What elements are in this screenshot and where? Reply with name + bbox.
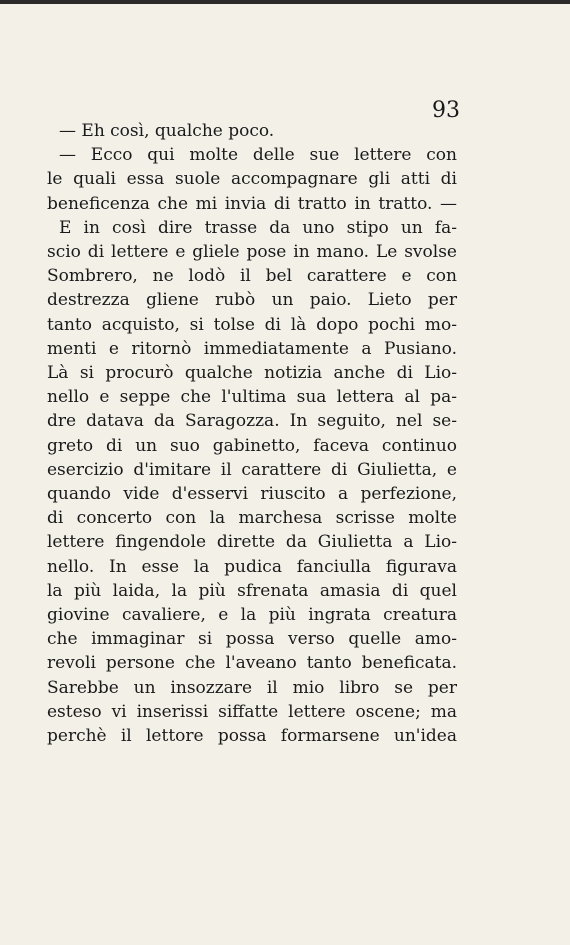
text-line: perchè il lettore possa formarsene un'idea bbox=[47, 726, 457, 747]
page-number: 93 bbox=[432, 98, 460, 123]
text-line: di concerto con la marchesa scrisse molte bbox=[47, 508, 457, 529]
text-line: destrezza gliene rubò un paio. Lieto per bbox=[47, 290, 457, 311]
text-line: Sarebbe un insozzare il mio libro se per bbox=[47, 677, 457, 698]
text-line: esercizio d'imitare il carattere di Giulietta, e bbox=[47, 459, 457, 480]
text-line: beneficenza che mi invia di tratto in tratto. — bbox=[47, 193, 457, 214]
top-edge-rule bbox=[0, 0, 570, 4]
text-line: scio di lettere e gliele pose in mano. Le svolse bbox=[47, 242, 457, 263]
text-line: le quali essa suole accompagnare gli atti di bbox=[47, 169, 457, 190]
text-line: nello. In esse la pudica fanciulla figurava bbox=[47, 556, 457, 577]
text-line: Là si procurò qualche notizia anche di Lio- bbox=[47, 363, 457, 384]
text-line: lettere fingendole dirette da Giulietta a Lio- bbox=[47, 532, 457, 553]
text-line: Sombrero, ne lodò il bel carattere e con bbox=[47, 266, 457, 287]
text-line: dre datava da Saragozza. In seguito, nel se- bbox=[47, 411, 457, 432]
text-line: tanto acquisto, si tolse di là dopo pochi mo- bbox=[47, 314, 457, 335]
text-line: — Eh così, qualche poco. bbox=[59, 121, 275, 141]
text-line: menti e ritornò immediatamente a Pusiano. bbox=[47, 338, 457, 359]
body-text bbox=[47, 119, 457, 748]
text-line: giovine cavaliere, e la più ingrata creatura bbox=[47, 605, 457, 626]
text-line: esteso vi inserissi siffatte lettere oscene; ma bbox=[47, 701, 457, 722]
text-line: la più laida, la più sfrenata amasia di quel bbox=[47, 580, 457, 601]
text-line: — Ecco qui molte delle sue lettere con bbox=[59, 145, 457, 166]
text-line: revoli persone che l'aveano tanto beneficata. bbox=[47, 653, 457, 674]
text-line: che immaginar si possa verso quelle amo- bbox=[47, 629, 457, 650]
text-line: E in così dire trasse da uno stipo un fa- bbox=[59, 217, 457, 238]
text-line: quando vide d'esservi riuscito a perfezione, bbox=[47, 484, 457, 505]
text-line: nello e seppe che l'ultima sua lettera al pa- bbox=[47, 387, 457, 408]
text-line: greto di un suo gabinetto, faceva continuo bbox=[47, 435, 457, 456]
